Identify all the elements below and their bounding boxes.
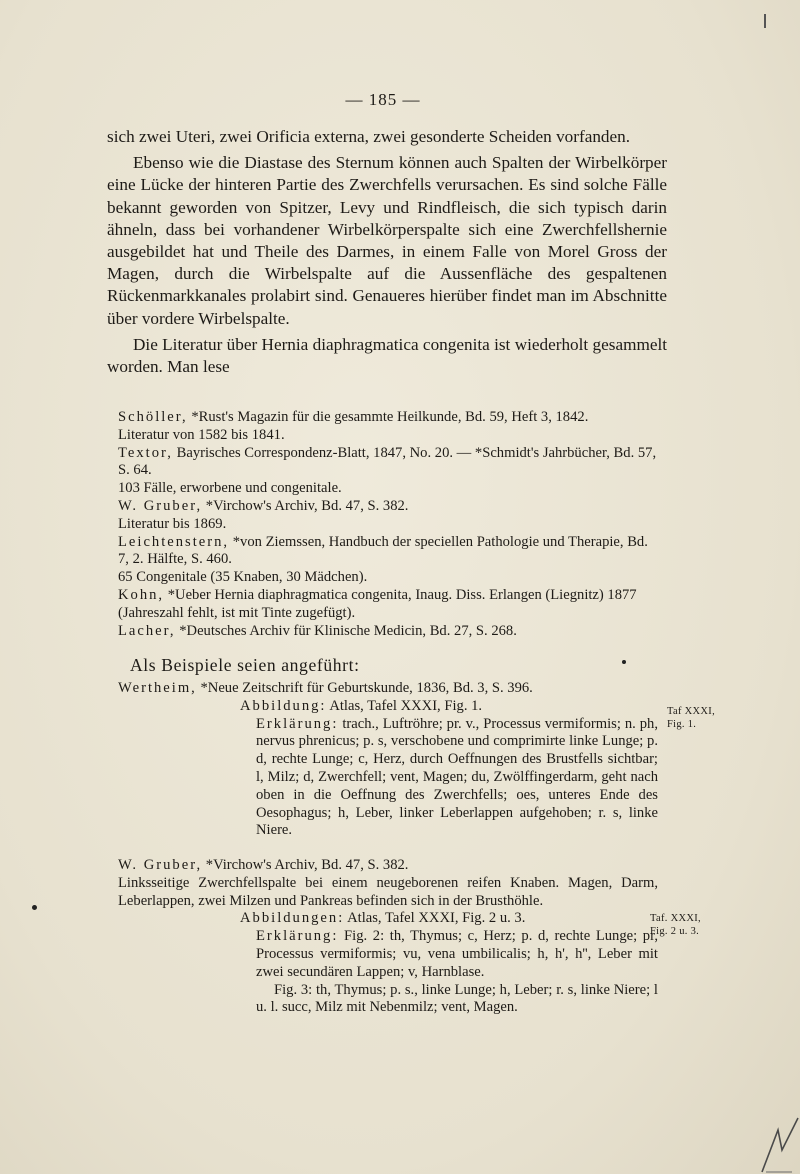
page-corner-scribble-icon <box>752 1110 800 1174</box>
ref-item: W. Gruber, *Virchow's Archiv, Bd. 47, S. 382. <box>118 497 409 514</box>
example-2 <box>118 857 658 1017</box>
margin-note-1 <box>667 705 715 731</box>
margin-note-2 <box>650 912 701 938</box>
main-text <box>107 126 667 378</box>
example-2-description: Linksseitige Zwerchfellspalte bei einem neugeborenen reifen Knaben. Magen, Darm, Leberlappen, zwei Milzen und Pankreas befinden sich in der Brusthöhle. <box>118 874 658 909</box>
example-1-figure: Abbildung: Atlas, Tafel XXXI, Fig. 1. <box>240 697 483 714</box>
page-number: — 185 — <box>345 90 421 109</box>
example-2-fig3: Fig. 3: th, Thymus; p. s., linke Lunge; h, Leber; r. s, linke Niere; l u. l. succ, Milz mit Nebenmilz; vent, Magen. <box>256 981 658 1016</box>
examples-heading: Als Beispiele seien angeführt: <box>130 655 360 675</box>
example-2-figure: Abbildungen: Atlas, Tafel XXXI, Fig. 2 u. 3. <box>240 910 526 927</box>
margin-mark-dot-small <box>622 660 626 664</box>
margin-note-2-line1: Taf. XXXI, <box>650 913 701 924</box>
example-2-explanation: Erklärung: Fig. 2: th, Thymus; c, Herz; p. d, rechte Lunge; pr, Processus vermiformis; vu, vena umbilicalis; h, h', h'', Leber mit zwei secundären Lappen; v, Harnblase. <box>256 928 658 980</box>
ref-note: Literatur von 1582 bis 1841. <box>118 426 285 443</box>
ref-note: 65 Congenitale (35 Knaben, 30 Mädchen). <box>118 569 368 586</box>
ref-item: Textor, Bayrisches Correspondenz-Blatt, 1847, No. 20. — *Schmidt's Jahrbücher, Bd. 57, S. 64. <box>118 444 657 479</box>
margin-note-1-line1: Taf XXXI, <box>667 706 716 717</box>
ref-item: Lacher, *Deutsches Archiv für Klinische Medicin, Bd. 27, S. 268. <box>118 622 517 639</box>
literature-list <box>118 409 658 640</box>
margin-mark-dot <box>32 905 37 910</box>
ref-item: Schöller, *Rust's Magazin für die gesammte Heilkunde, Bd. 59, Heft 3, 1842. <box>118 409 589 425</box>
ref-note: 103 Fälle, erworbene und congenitale. <box>118 480 342 497</box>
paragraph-2: Ebenso wie die Diastase des Sternum können auch Spalten der Wirbelkörper eine Lücke der hinteren Partie des Zwerchfells verursachen. Es sind solche Fälle bekannt geworden von Spitzer, Levy und Rindfleisch, die sich typisch darin ähneln, dass bei vorhandener Wirbelkörperspalte sich eine Zwerchfellshernie ausgebildet hat und Theile des Darmes, in einem Falle von Morel Gross der Magen, durch die Wirbelspalte auf die Aussenfläche des gespaltenen Rückenmarkkanales prolabirt sind. Genaueres hierüber findet man im Abschnitte über vordere Wirbelspalte. <box>107 153 667 328</box>
example-1-citation: Wertheim, *Neue Zeitschrift für Geburtskunde, 1836, Bd. 3, S. 396. <box>118 680 533 696</box>
margin-note-1-line2: Fig. 1. <box>667 719 697 730</box>
paragraph-3: Die Literatur über Hernia diaphragmatica congenita ist wiederholt gesammelt worden. Man lese <box>107 334 667 377</box>
ref-note: Literatur bis 1869. <box>118 515 227 532</box>
ref-item: Kohn, *Ueber Hernia diaphragmatica congenita, Inaug. Diss. Erlangen (Liegnitz) 1877 (Jahreszahl fehlt, ist mit Tinte zugefügt). <box>118 586 637 621</box>
page-edge-mark <box>764 14 766 28</box>
paragraph-1: sich zwei Uteri, zwei Orificia externa, zwei gesonderte Scheiden vorfanden. <box>107 127 631 146</box>
example-1 <box>118 680 658 840</box>
example-1-explanation: Erklärung: trach., Luftröhre; pr. v., Processus vermiformis; n. ph, nervus phrenicus; p. s, verschobene und comprimirte linke Lunge; p. d, rechte Lunge; c, Herz, durch Oeffnungen des Brustfells sichtbar; l, Milz; d, Zwerchfell; vent, Magen; du, Zwölffingerdarm, geht nach oben in die Oeffnung des Zwerchfells; oes, unteres Ende des Oesophagus; h, Leber, linker Leberlappen aufgehoben; r. s, linke Niere. <box>256 715 658 839</box>
margin-note-2-line2: Fig. 2 u. 3. <box>650 926 700 937</box>
example-2-citation: W. Gruber, *Virchow's Archiv, Bd. 47, S. 382. <box>118 857 409 873</box>
ref-item: Leichtenstern, *von Ziemssen, Handbuch der speciellen Pathologie und Therapie, Bd. 7, 2. Hälfte, S. 460. <box>118 533 648 568</box>
